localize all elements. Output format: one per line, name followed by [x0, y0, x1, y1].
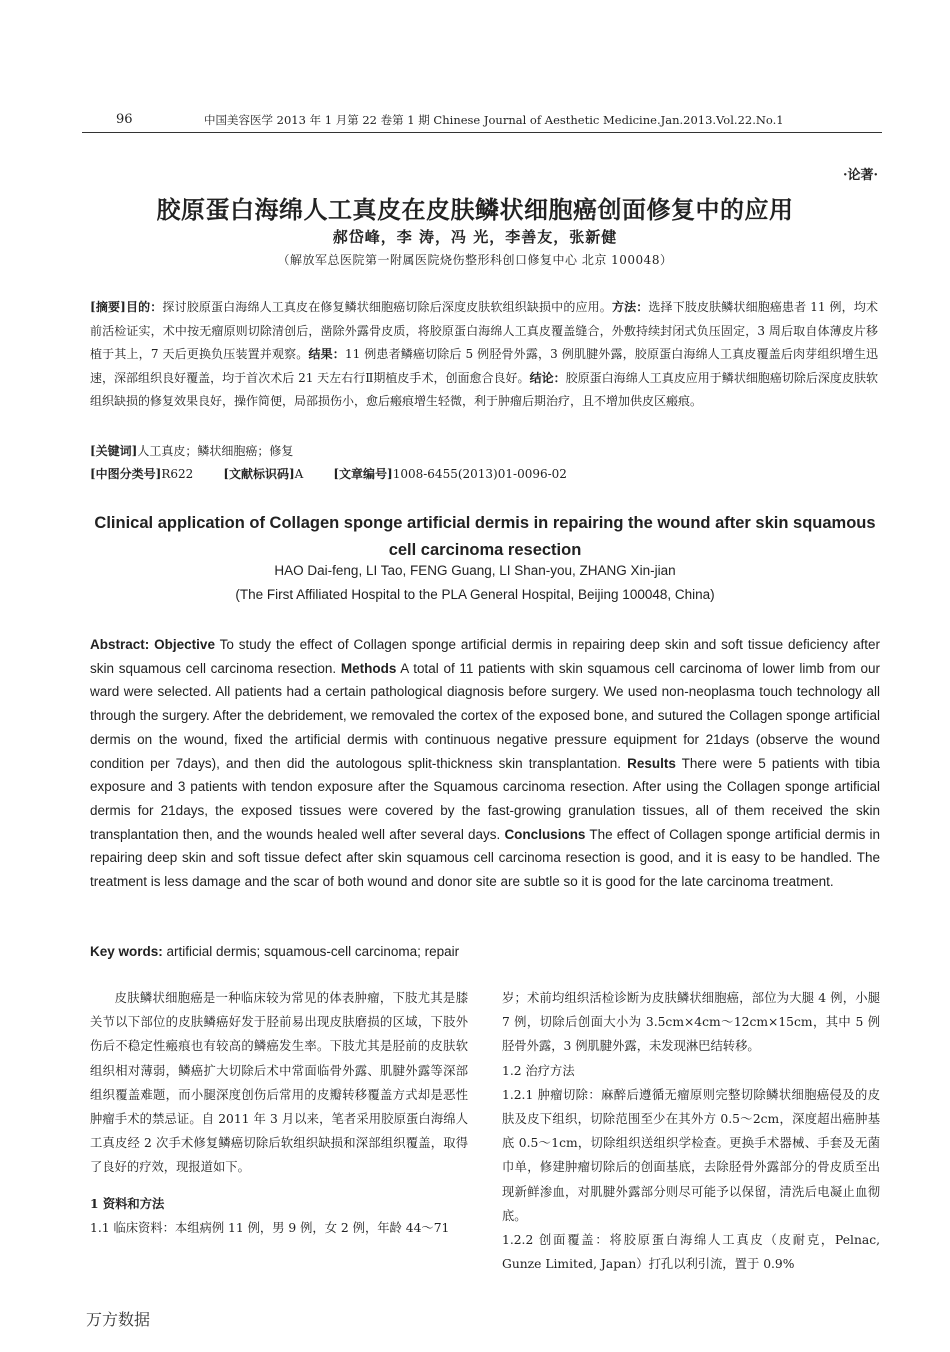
abstract-en-conclusions-label: Conclusions: [504, 826, 586, 842]
section-heading-materials-methods: 1 资料和方法: [90, 1195, 165, 1211]
running-header: [82, 110, 882, 133]
body-left-column: [90, 986, 468, 1240]
abstract-en-conclusions: The effect of Collagen sponge artificial dermis in repairing deep skin and soft tissue defect after skin squamous cell carcinoma resection is good, and it is easy to be handled. The treatment is less damage and the scar of both wound and donor site are subtle so it is good for the late carcinoma treatment.: [90, 826, 880, 890]
keywords-cn: [90, 440, 293, 462]
watermark-text: 万方数据: [86, 1310, 151, 1329]
abstract-en-label: Abstract: Objective: [90, 637, 215, 652]
abstract-cn-objective: 探讨胶原蛋白海绵人工真皮在修复鳞状细胞癌切除后深度皮肤软组织缺损中的应用。: [162, 300, 612, 314]
keywords-cn-text: 人工真皮；鳞状细胞癌；修复: [137, 444, 294, 458]
title-en: Clinical application of Collagen sponge artificial dermis in repairing the wound after skin squamous cell carcinoma resection: [94, 514, 876, 559]
keywords-cn-label: [关键词]: [90, 444, 138, 458]
clinical-data-continued: 岁；术前均组织活检诊断为皮肤鳞状细胞癌，部位为大腿 4 例，小腿 7 例，切除后创面大小为 3.5cm×4cm～12cm×15cm，其中 5 例胫骨外露，3 例肌腱外露，未发现淋巴结转移。: [502, 991, 880, 1054]
clc-label: [中图分类号]: [90, 467, 162, 481]
tumor-resection-paragraph: 1.2.1 肿瘤切除：麻醉后遵循无瘤原则完整切除鳞状细胞癌侵及的皮肤及皮下组织，切除范围至少在其外方 0.5～2cm，深度超出癌肿基底 0.5～1cm，切除组织送组织学检查。更换手术器械、手套及无菌巾单，修建肿瘤切除后的创面基底，去除胫骨外露部分的骨皮质至出现新鲜渗血，对肌腱外露部分则尽可能予以保留，清洗后电凝止血彻底。: [502, 1087, 880, 1223]
abstract-cn-results-label: 结果：: [308, 347, 345, 362]
article-no-value: 1008-6455(2013)01-0096-02: [392, 467, 567, 481]
article-no-label: [文章编号]: [333, 467, 393, 481]
abstract-en-objective: To study the effect of Collagen sponge artificial dermis in repairing deep skin and soft tissue deficiency after skin squamous cell carcinoma resection.: [90, 637, 880, 676]
journal-line: 中国美容医学 2013 年 1 月第 22 卷第 1 期 Chinese Journal of Aesthetic Medicine.Jan.2013.Vol.22.No.1: [204, 113, 784, 127]
subsection-heading-treatment: 1.2 治疗方法: [502, 1063, 575, 1078]
classification-row: [90, 463, 567, 485]
section-tag: ·论著·: [842, 168, 878, 183]
abstract-en-methods: A total of 11 patients with skin squamous cell carcinoma of lower limb from our ward were selected. All patients had a certain pathological diagnosis before surgery. We used non-neoplasma touch technology all through the surgery. After the debridement, we removaled the cortex of the exposed bone, and sutured the Collagen sponge artificial dermis on the wound, fixed the artificial dermis with continuous negative pressure equipment for 21days (observe the wound condition per 7days), and then did the autologous split-thickness skin transplantation.: [90, 660, 880, 771]
clinical-data-paragraph: 1.1 临床资料：本组病例 11 例，男 9 例，女 2 例，年龄 44～71: [90, 1220, 450, 1235]
doc-code-label: [文献标识码]: [223, 467, 295, 481]
abstract-en-results: There were 5 patients with tibia exposure and 3 patients with tendon exposure after the Squamous carcinoma resection. After using the Collagen sponge artificial dermis for 21days, the exposed tissues were covered by the fast-growing granulation tissues, all of them received the skin transplantation then, and the wounds healed well after several days.: [90, 755, 880, 842]
affiliation-cn: （解放军总医院第一附属医院烧伤整形科创口修复中心 北京 100048）: [277, 253, 673, 267]
keywords-en-label: Key words:: [90, 944, 163, 959]
authors-en: HAO Dai-feng, LI Tao, FENG Guang, LI Shan-you, ZHANG Xin-jian: [274, 563, 676, 578]
abstract-en-results-label: Results: [627, 755, 676, 771]
clc-value: R622: [161, 467, 194, 481]
abstract-cn-conclusion-label: 结论：: [529, 370, 566, 385]
doc-code-value: A: [294, 467, 304, 481]
affiliation-en: (The First Affiliated Hospital to the PLA General Hospital, Beijing 100048, China): [235, 587, 715, 602]
abstract-cn-label: [摘要]目的：: [90, 300, 163, 314]
keywords-en-text: artificial dermis; squamous-cell carcinoma; repair: [162, 944, 460, 959]
abstract-cn-conclusion: 胶原蛋白海绵人工真皮应用于鳞状细胞癌切除后深度皮肤软组织缺损的修复效果良好，操作简便，局部损伤小，愈后瘢痕增生轻微，利于肿瘤后期治疗，且不增加供皮区瘢痕。: [90, 370, 878, 409]
abstract-cn-methods: 选择下肢皮肤鳞状细胞癌患者 11 例，均术前活检证实，术中按无瘤原则切除清创后，凿除外露骨皮质，将胶原蛋白海绵人工真皮覆盖缝合，外敷持续封闭式负压固定，3 周后取自体薄皮片移植于其上，7 天后更换负压装置并观察。: [90, 300, 878, 362]
title-cn: 胶原蛋白海绵人工真皮在皮肤鳞状细胞癌创面修复中的应用: [156, 195, 794, 224]
page-number: 96: [116, 112, 133, 127]
intro-paragraph: 皮肤鳞状细胞癌是一种临床较为常见的体表肿瘤，下肢尤其是膝关节以下部位的皮肤鳞癌好发于胫前易出现皮肤磨损的区域，下肢外伤后不稳定性瘢痕也有较高的鳞癌发生率。下肢尤其是胫前的皮肤软组织相对薄弱，鳞癌扩大切除后术中常面临骨外露、肌腱外露等深部组织覆盖难题，而小腿深度创伤后常用的皮瓣转移覆盖方式却是恶性肿瘤手术的禁忌证。自 2011 年 3 月以来，笔者采用胶原蛋白海绵人工真皮经 2 次手术修复鳞癌切除后软组织缺损和深部组织覆盖，取得了良好的疗效，现报道如下。: [90, 991, 468, 1175]
body-right-column: [502, 986, 880, 1276]
keywords-en: [90, 941, 459, 963]
abstract-cn: [90, 296, 878, 414]
authors-cn: 郝岱峰，李 涛，冯 光，李善友，张新健: [332, 228, 618, 246]
abstract-en: [90, 633, 880, 894]
abstract-cn-methods-label: 方法：: [611, 300, 649, 314]
abstract-cn-results: 11 例患者鳞癌切除后 5 例胫骨外露，3 例肌腱外露，胶原蛋白海绵人工真皮覆盖后肉芽组织增生迅速，深部组织良好覆盖，均于首次术后 21 天左右行Ⅱ期植皮手术，创面愈合良好。: [90, 347, 878, 385]
wound-coverage-paragraph: 1.2.2 创面覆盖：将胶原蛋白海绵人工真皮（皮耐克，Pelnac, Gunze Limited, Japan）打孔以利引流，置于 0.9%: [502, 1233, 880, 1272]
abstract-en-methods-label: Methods: [340, 660, 397, 676]
